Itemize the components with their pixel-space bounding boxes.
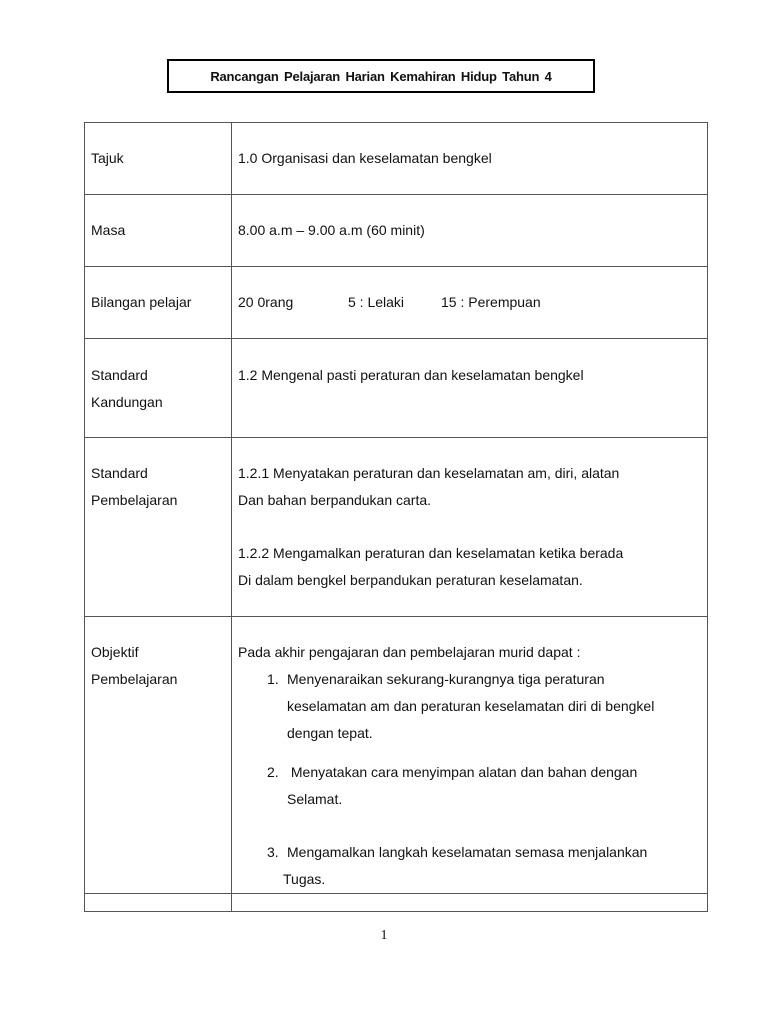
value-cell bbox=[232, 617, 708, 894]
standard-kandungan-label-line2: Kandungan bbox=[91, 394, 163, 410]
bilangan-perempuan: 15 : Perempuan bbox=[441, 294, 541, 310]
masa-value: 8.00 a.m – 9.00 a.m (60 minit) bbox=[238, 222, 425, 238]
bilangan-lelaki: 5 : Lelaki bbox=[348, 294, 405, 310]
row-bilangan-pelajar bbox=[85, 267, 708, 339]
objective-2-line1: Menyatakan cara menyimpan alatan dan bahan dengan bbox=[287, 764, 638, 780]
tajuk-value: 1.0 Organisasi dan keselamatan bengkel bbox=[238, 150, 492, 166]
list-item bbox=[267, 839, 701, 893]
objektif-label-line1: Objektif bbox=[91, 644, 139, 660]
document-title: Rancangan Pelajaran Harian Kemahiran Hidup Tahun 4 bbox=[167, 59, 595, 93]
objective-1-line3: dengan tepat. bbox=[287, 725, 373, 741]
objective-2-line2: Selamat. bbox=[287, 791, 343, 807]
label-cell bbox=[85, 894, 232, 912]
page-number: 1 bbox=[380, 928, 388, 943]
tajuk-label: Tajuk bbox=[91, 150, 124, 166]
bilangan-total: 20 0rang bbox=[238, 294, 294, 310]
value-cell bbox=[232, 339, 708, 438]
row-objektif-pembelajaran bbox=[85, 617, 708, 894]
row-tajuk bbox=[85, 123, 708, 195]
list-item bbox=[267, 666, 701, 747]
sp-item1-line1: 1.2.1 Menyatakan peraturan dan keselamatan am, diri, alatan bbox=[238, 465, 620, 481]
objective-3-number: 3. bbox=[267, 844, 279, 860]
objektif-label-line2: Pembelajaran bbox=[91, 671, 178, 687]
objective-1-line1: Menyenaraikan sekurang-kurangnya tiga peraturan bbox=[287, 671, 605, 687]
value-cell bbox=[232, 894, 708, 912]
label-cell bbox=[85, 339, 232, 438]
value-cell bbox=[232, 123, 708, 195]
objective-1-line2: keselamatan am dan peraturan keselamatan diri di bengkel bbox=[287, 698, 655, 714]
value-cell bbox=[232, 195, 708, 267]
objektif-intro: Pada akhir pengajaran dan pembelajaran murid dapat : bbox=[238, 644, 581, 660]
row-empty bbox=[85, 894, 708, 912]
value-cell bbox=[232, 438, 708, 617]
objective-2-number: 2. bbox=[267, 764, 279, 780]
lesson-plan-table bbox=[84, 122, 708, 912]
standard-kandungan-value: 1.2 Mengenal pasti peraturan dan keselamatan bengkel bbox=[238, 367, 584, 383]
objective-3-line1: Mengamalkan langkah keselamatan semasa menjalankan bbox=[287, 844, 648, 860]
sp-item1-line2: Dan bahan berpandukan carta. bbox=[238, 492, 432, 508]
standard-pembelajaran-label-line1: Standard bbox=[91, 465, 148, 481]
label-cell bbox=[85, 267, 232, 339]
label-cell bbox=[85, 195, 232, 267]
sp-item2-line1: 1.2.2 Mengamalkan peraturan dan keselamatan ketika berada bbox=[238, 545, 624, 561]
label-cell bbox=[85, 438, 232, 617]
value-cell bbox=[232, 267, 708, 339]
row-masa bbox=[85, 195, 708, 267]
standard-kandungan-label-line1: Standard bbox=[91, 367, 148, 383]
row-standard-kandungan bbox=[85, 339, 708, 438]
sp-item2-line2: Di dalam bengkel berpandukan peraturan keselamatan. bbox=[238, 572, 583, 588]
row-standard-pembelajaran bbox=[85, 438, 708, 617]
objective-list bbox=[238, 666, 701, 893]
bilangan-label: Bilangan pelajar bbox=[91, 294, 192, 310]
standard-pembelajaran-label-line2: Pembelajaran bbox=[91, 492, 178, 508]
label-cell bbox=[85, 617, 232, 894]
objective-1-number: 1. bbox=[267, 671, 279, 687]
objective-3-line2: Tugas. bbox=[283, 871, 326, 887]
masa-label: Masa bbox=[91, 222, 126, 238]
list-item bbox=[267, 759, 701, 813]
label-cell bbox=[85, 123, 232, 195]
